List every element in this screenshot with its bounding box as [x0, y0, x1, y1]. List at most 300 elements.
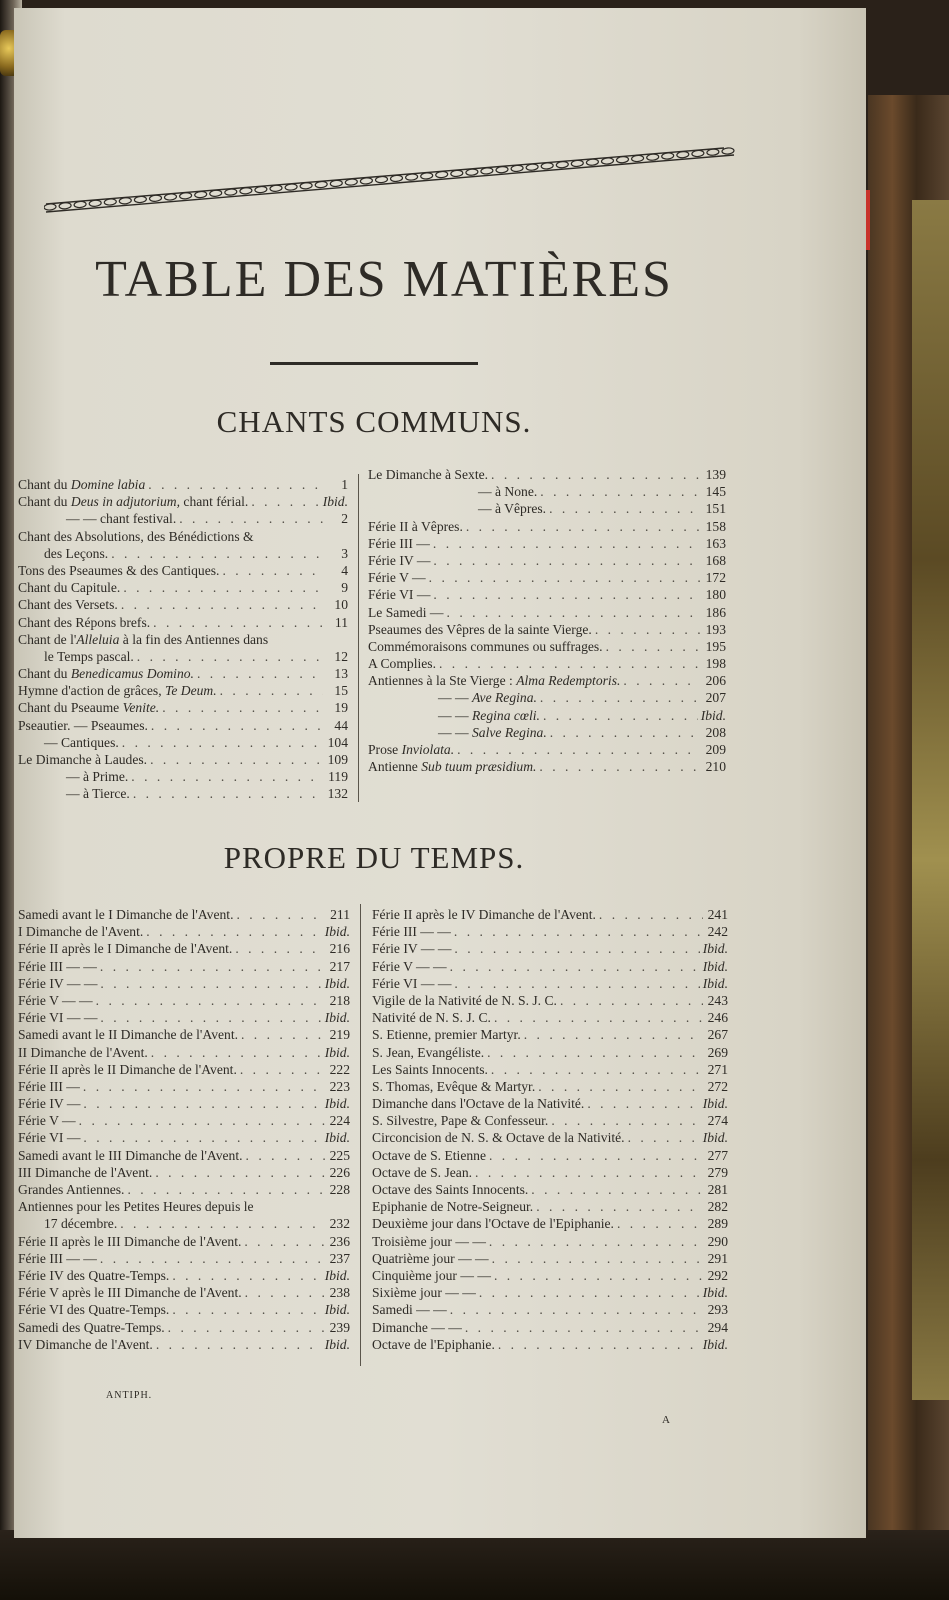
toc-entry	[368, 586, 726, 603]
toc-entry-text: Férie III —	[368, 535, 430, 551]
toc-leader-dots	[83, 1078, 325, 1095]
toc-entry-title	[372, 1009, 491, 1026]
toc-entry-title	[18, 665, 194, 682]
toc-leader-dots	[447, 604, 701, 621]
toc-entry-italic: Domine labia	[70, 477, 146, 492]
toc-entry	[18, 476, 348, 493]
toc-entry-text: Octave de S. Jean.	[372, 1164, 473, 1180]
toc-page-number: 139	[705, 467, 726, 482]
toc-entry	[18, 1267, 350, 1284]
ornament-loop	[360, 177, 372, 184]
toc-page-number: 19	[334, 700, 348, 716]
toc-entry-italic: Regina cœli.	[471, 707, 540, 723]
toc-leader-dots	[439, 655, 701, 672]
toc-leader-dots	[83, 1129, 321, 1146]
section-heading-chants-communs: CHANTS COMMUNS.	[216, 404, 532, 439]
toc-entry-text: Férie IV —	[18, 1096, 81, 1112]
toc-leader-dots	[433, 586, 701, 603]
toc-entry	[372, 1319, 728, 1336]
toc-entry	[368, 638, 726, 655]
toc-page-number: 158	[705, 518, 726, 534]
toc-entry-text: Férie V — —	[18, 992, 93, 1008]
toc-entry	[18, 631, 348, 648]
toc-entry-title	[18, 545, 108, 562]
toc-leader-dots	[245, 1284, 325, 1301]
toc-propre-du-temps-left	[18, 906, 350, 1353]
toc-entry-title	[18, 1250, 97, 1267]
toc-entry	[372, 1061, 728, 1078]
ornament-loop	[616, 156, 628, 163]
toc-leader-dots	[246, 1147, 325, 1164]
toc-leader-dots	[83, 1095, 321, 1112]
toc-entry	[372, 1078, 728, 1095]
toc-page-number: 9	[341, 580, 348, 596]
toc-entry	[372, 923, 728, 940]
toc-entry-text: Férie III — —	[372, 924, 451, 940]
toc-entry-title	[18, 923, 143, 940]
toc-page-number: Ibid.	[702, 1285, 728, 1301]
toc-entry-text: Les Saints Innocents.	[372, 1061, 488, 1077]
toc-leader-dots	[111, 545, 323, 562]
toc-entry-italic: Inviolata.	[401, 742, 455, 757]
toc-entry	[18, 648, 348, 665]
toc-entry-title	[368, 466, 488, 483]
ornament-loop	[44, 203, 56, 210]
toc-entry-text: Férie III — —	[18, 958, 97, 974]
toc-entry	[18, 1301, 350, 1318]
toc-leader-dots	[429, 569, 701, 586]
toc-page-number: 232	[329, 1216, 350, 1232]
toc-leader-dots	[100, 1009, 321, 1026]
toc-leader-dots	[498, 1336, 700, 1353]
toc-leader-dots	[100, 958, 325, 975]
toc-leader-dots	[549, 500, 701, 517]
toc-entry-text: Férie IV — —	[372, 941, 452, 957]
toc-entry-title	[18, 579, 120, 596]
toc-chants-communs-left	[18, 476, 348, 803]
toc-entry-text: Chant des Répons brefs.	[18, 614, 151, 630]
toc-leader-dots	[540, 689, 701, 706]
toc-leader-dots	[454, 940, 699, 957]
toc-leader-dots	[123, 579, 323, 596]
footer-signature-mark: A	[662, 1414, 670, 1426]
toc-page-number: 289	[707, 1216, 728, 1232]
toc-leader-dots	[623, 672, 701, 689]
toc-leader-dots	[100, 1250, 325, 1267]
toc-entry-text: Férie VI des Quatre-Temps.	[18, 1302, 170, 1318]
toc-leader-dots	[96, 992, 325, 1009]
toc-entry-title	[368, 638, 603, 655]
toc-entry-title	[18, 751, 147, 768]
toc-entry	[372, 1215, 728, 1232]
toc-entry-text: Tons des Pseaumes & des Cantiques.	[18, 562, 220, 578]
toc-entry	[18, 906, 350, 923]
toc-entry-text: Vigile de la Nativité de N. S. J. C.	[372, 992, 557, 1008]
toc-leader-dots	[487, 1044, 703, 1061]
toc-entry-title	[368, 724, 547, 741]
toc-leader-dots	[148, 476, 323, 493]
toc-leader-dots	[492, 1250, 703, 1267]
toc-entry	[18, 1215, 350, 1232]
toc-entry-title	[18, 1044, 148, 1061]
toc-entry-text: IV Dimanche de l'Avent.	[18, 1336, 153, 1352]
ornament-loop	[134, 196, 146, 203]
toc-entry-title	[368, 707, 540, 724]
toc-entry-title	[18, 614, 150, 631]
ornament-loop	[149, 195, 161, 202]
toc-entry	[18, 1129, 350, 1146]
toc-leader-dots	[524, 1026, 703, 1043]
toc-entry	[372, 1129, 728, 1146]
ornament-loop	[481, 167, 493, 174]
toc-entry-title	[372, 992, 557, 1009]
toc-entry	[18, 734, 348, 751]
toc-entry-text: Férie V après le III Dimanche de l'Avent.	[18, 1285, 242, 1301]
toc-page-number: Ibid.	[324, 1010, 350, 1026]
toc-leader-dots	[131, 768, 323, 785]
toc-entry-title	[18, 734, 119, 751]
toc-entry-text-after: à la fin des Antiennes dans	[119, 631, 269, 647]
toc-entry-title	[18, 1095, 80, 1112]
toc-page-number: Ibid.	[324, 1336, 350, 1352]
toc-page-number: Ibid.	[700, 707, 726, 723]
toc-entry-title	[368, 535, 430, 552]
toc-entry	[372, 1095, 728, 1112]
toc-entry-text: Samedi des Quatre-Temps.	[18, 1319, 165, 1335]
toc-page-number: 290	[707, 1233, 728, 1249]
ornament-loop	[89, 200, 101, 207]
toc-entry	[372, 906, 728, 923]
toc-page-number: 271	[707, 1061, 728, 1077]
toc-leader-dots	[539, 758, 701, 775]
toc-page-number: 119	[328, 769, 348, 785]
toc-leader-dots	[241, 1026, 325, 1043]
toc-leader-dots	[172, 1301, 321, 1318]
ornament-loop	[74, 201, 86, 208]
toc-entry-title	[18, 596, 118, 613]
toc-page-number: 132	[327, 786, 348, 802]
toc-entry-text: Férie VI —	[18, 1130, 81, 1146]
toc-leader-dots	[599, 906, 703, 923]
toc-page-number: Ibid.	[702, 975, 728, 991]
toc-entry	[368, 758, 726, 775]
toc-entry	[18, 1164, 350, 1181]
toc-entry-text: Antienne	[368, 759, 422, 775]
toc-entry-text: S. Thomas, Evêque & Martyr.	[372, 1078, 536, 1094]
toc-page-number: 218	[329, 992, 350, 1008]
toc-page-number: 242	[707, 924, 728, 940]
toc-entry-text: S. Etienne, premier Martyr.	[372, 1027, 521, 1043]
toc-entry	[18, 1112, 350, 1129]
toc-entry	[18, 785, 348, 802]
toc-entry-title	[18, 768, 128, 785]
toc-page-number: 12	[334, 648, 348, 664]
toc-chants-communs-right	[368, 466, 726, 775]
toc-leader-dots	[617, 1215, 703, 1232]
toc-entry-text: Férie VI —	[368, 587, 431, 603]
toc-leader-dots	[156, 1336, 322, 1353]
toc-page-number: 163	[705, 535, 726, 551]
toc-entry-text: Antiennes à la Ste Vierge :	[368, 673, 517, 689]
toc-entry	[372, 975, 728, 992]
toc-entry	[18, 1147, 350, 1164]
toc-entry-title	[372, 906, 596, 923]
ornament-loop	[300, 182, 312, 189]
toc-entry	[18, 493, 348, 510]
toc-entry-text: Cinquième jour — —	[372, 1267, 491, 1283]
toc-page-number: 294	[707, 1319, 728, 1335]
toc-entry-text: S. Jean, Evangéliste.	[372, 1044, 485, 1060]
toc-page-number: 10	[334, 597, 348, 613]
page-title: TABLE DES MATIÈRES	[95, 251, 673, 308]
toc-entry-text: Sixième jour — —	[372, 1285, 476, 1301]
toc-entry-title	[372, 1250, 489, 1267]
ornament-loop	[541, 162, 553, 169]
ornament-loop	[420, 172, 432, 179]
toc-page-number: 277	[707, 1147, 728, 1163]
toc-entry	[368, 518, 726, 535]
toc-entry-title	[372, 940, 451, 957]
toc-page-number: 279	[707, 1164, 728, 1180]
toc-entry	[18, 562, 348, 579]
toc-leader-dots	[540, 483, 701, 500]
toc-page-number: 186	[705, 604, 726, 620]
toc-leader-dots	[494, 1267, 703, 1284]
toc-entry-text: Férie IV —	[368, 552, 431, 568]
toc-entry-title	[18, 510, 176, 527]
toc-entry-title	[368, 672, 620, 689]
gilt-page-edges	[912, 200, 949, 1400]
toc-page-number: 269	[707, 1044, 728, 1060]
toc-entry	[372, 1198, 728, 1215]
toc-leader-dots	[121, 596, 323, 613]
toc-page-number: Ibid.	[702, 941, 728, 957]
ornament-loop	[496, 166, 508, 173]
toc-entry-text: Férie III —	[18, 1078, 80, 1094]
toc-entry-title	[18, 1078, 80, 1095]
toc-entry-title	[18, 1112, 76, 1129]
toc-page-number: 272	[707, 1078, 728, 1094]
toc-entry-italic: Ave Regina.	[471, 690, 537, 706]
toc-page-number: Ibid.	[324, 1267, 350, 1283]
toc-leader-dots	[433, 552, 701, 569]
toc-entry-title	[18, 717, 148, 734]
toc-entry-title	[368, 483, 537, 500]
ornament-loop	[511, 165, 523, 172]
toc-entry	[18, 1336, 350, 1353]
toc-entry	[18, 614, 348, 631]
toc-entry-text: — —	[438, 690, 472, 706]
toc-entry-text: — à Tierce.	[66, 786, 130, 802]
toc-entry-title	[18, 1198, 254, 1215]
toc-entry-text: Epiphanie de Notre-Seigneur.	[372, 1199, 534, 1215]
toc-leader-dots	[465, 1319, 703, 1336]
toc-page-number: 195	[705, 638, 726, 654]
toc-page-number: 206	[705, 673, 726, 689]
toc-page-number: 180	[705, 587, 726, 603]
toc-entry-title	[372, 1061, 488, 1078]
ornament-loop	[270, 185, 282, 192]
toc-page-number: Ibid.	[324, 924, 350, 940]
toc-entry-text: Antiennes pour les Petites Heures depuis le	[18, 1199, 254, 1215]
toc-leader-dots	[489, 1233, 703, 1250]
toc-entry-text: I Dimanche de l'Avent.	[18, 924, 144, 940]
toc-leader-dots	[538, 1078, 703, 1095]
toc-entry-text: Férie II à Vêpres.	[368, 518, 463, 534]
toc-entry	[372, 1112, 728, 1129]
toc-leader-dots	[100, 975, 321, 992]
toc-entry	[18, 665, 348, 682]
toc-page-number: 219	[329, 1027, 350, 1043]
toc-entry-text: Férie V —	[18, 1113, 76, 1129]
toc-entry-title	[18, 648, 134, 665]
toc-leader-dots	[153, 614, 323, 631]
toc-page-number: 11	[334, 614, 348, 630]
toc-page-number: 241	[707, 907, 728, 922]
toc-entry	[18, 923, 350, 940]
ornament-loop	[59, 202, 71, 209]
toc-entry-title	[18, 1147, 243, 1164]
toc-entry	[368, 535, 726, 552]
toc-entry	[18, 699, 348, 716]
toc-leader-dots	[466, 518, 701, 535]
toc-entry-text: Octave de l'Epiphanie.	[372, 1336, 495, 1352]
toc-entry	[18, 958, 350, 975]
toc-leader-dots	[127, 1181, 325, 1198]
ornament-loop	[405, 174, 417, 181]
ornament-loop	[646, 154, 658, 161]
toc-page-number: 274	[707, 1113, 728, 1129]
toc-entry-text: Le Dimanche à Laudes.	[18, 752, 148, 767]
toc-entry-text: Pseautier. — Pseaumes.	[18, 717, 148, 733]
toc-entry	[18, 682, 348, 699]
toc-page-number: Ibid.	[702, 1336, 728, 1352]
toc-entry	[18, 528, 348, 545]
toc-page-number: 222	[329, 1061, 350, 1077]
toc-entry	[368, 707, 726, 724]
ornament-loop	[225, 189, 237, 196]
toc-page-number: 228	[329, 1182, 350, 1197]
toc-entry	[18, 510, 348, 527]
toc-entry	[18, 1026, 350, 1043]
toc-entry-text: Samedi avant le I Dimanche de l'Avent.	[18, 907, 234, 922]
toc-entry-title	[368, 518, 463, 535]
section-heading-propre-du-temps: PROPRE DU TEMPS.	[223, 840, 525, 875]
toc-entry-text: Le Samedi —	[368, 604, 444, 620]
toc-entry	[18, 1181, 350, 1198]
ornament-loop	[435, 171, 447, 178]
toc-leader-dots	[150, 751, 323, 768]
toc-leader-dots	[137, 648, 323, 665]
toc-entry-title	[368, 689, 537, 706]
toc-entry	[18, 579, 348, 596]
toc-entry-title	[368, 586, 430, 603]
ornament-loop	[631, 155, 643, 162]
toc-entry-text: Prose	[368, 742, 402, 757]
toc-leader-dots	[236, 906, 325, 923]
toc-page-number: 238	[329, 1285, 350, 1301]
toc-page-number: Ibid.	[702, 958, 728, 974]
toc-leader-dots	[457, 741, 701, 758]
toc-entry-title	[372, 958, 447, 975]
toc-entry	[18, 1044, 350, 1061]
toc-entry-text: Circoncision de N. S. & Octave de la Nativité.	[372, 1130, 625, 1146]
toc-entry-title	[18, 1181, 124, 1198]
ornament-loop	[240, 187, 252, 194]
toc-entry-text: Deuxième jour dans l'Octave de l'Epiphanie.	[372, 1216, 614, 1232]
toc-entry	[372, 1233, 728, 1250]
toc-entry-text: — à Vêpres.	[478, 501, 547, 517]
toc-leader-dots	[244, 1233, 325, 1250]
toc-entry	[368, 724, 726, 741]
toc-entry-title	[18, 940, 232, 957]
toc-entry	[18, 940, 350, 957]
toc-entry-title	[368, 569, 426, 586]
toc-entry-text: — à None.	[478, 484, 538, 500]
ornament-loop	[692, 150, 704, 157]
toc-page-number: 151	[705, 501, 726, 517]
toc-page-number: 225	[329, 1147, 350, 1163]
toc-entry-title	[372, 1129, 625, 1146]
toc-entry-italic: Sub tuum præsidium.	[421, 759, 537, 775]
toc-entry-title	[18, 992, 93, 1009]
toc-entry-text: Chant du Pseaume	[18, 700, 123, 716]
toc-leader-dots	[433, 535, 701, 552]
toc-propre-du-temps-right	[372, 906, 728, 1353]
toc-entry-title	[372, 1112, 548, 1129]
toc-entry-italic: Alleluia	[76, 631, 120, 647]
toc-page-number: 246	[707, 1010, 728, 1026]
toc-leader-dots	[606, 638, 701, 655]
toc-entry	[368, 500, 726, 517]
toc-entry-italic: Te Deum.	[165, 683, 217, 699]
toc-entry-text: Chant du	[18, 477, 71, 492]
toc-entry-title	[368, 655, 436, 672]
toc-leader-dots	[146, 923, 321, 940]
toc-leader-dots	[536, 1198, 703, 1215]
toc-entry-title	[372, 1044, 484, 1061]
toc-entry-text: Commémoraisons communes ou suffrages.	[368, 638, 603, 654]
ornament-loop	[586, 159, 598, 166]
toc-entry-title	[372, 1215, 614, 1232]
ornament-loop	[179, 192, 191, 199]
ornament-loop	[104, 198, 116, 205]
toc-entry-text: 17 décembre.	[44, 1216, 118, 1232]
toc-page-number: Ibid.	[324, 1130, 350, 1146]
ornament-loop	[164, 193, 176, 200]
toc-entry	[18, 975, 350, 992]
toc-entry-title	[372, 1198, 533, 1215]
toc-entry-title	[18, 631, 268, 648]
toc-page-number: 1	[341, 477, 348, 492]
toc-entry-title	[18, 528, 254, 545]
toc-entry-title	[18, 562, 219, 579]
toc-entry-title	[18, 1164, 152, 1181]
toc-page-number: Ibid.	[324, 975, 350, 991]
toc-entry	[368, 655, 726, 672]
toc-leader-dots	[560, 992, 703, 1009]
toc-leader-dots	[450, 958, 700, 975]
toc-entry-text: II Dimanche de l'Avent.	[18, 1044, 148, 1060]
toc-entry-text: Hymne d'action de grâces,	[18, 683, 166, 699]
toc-entry	[372, 1284, 728, 1301]
toc-entry-title	[18, 682, 217, 699]
toc-entry-title	[372, 1078, 535, 1095]
toc-page-number: 3	[341, 545, 348, 561]
toc-entry-title	[368, 552, 430, 569]
toc-entry-title	[372, 1026, 521, 1043]
toc-leader-dots	[454, 975, 699, 992]
